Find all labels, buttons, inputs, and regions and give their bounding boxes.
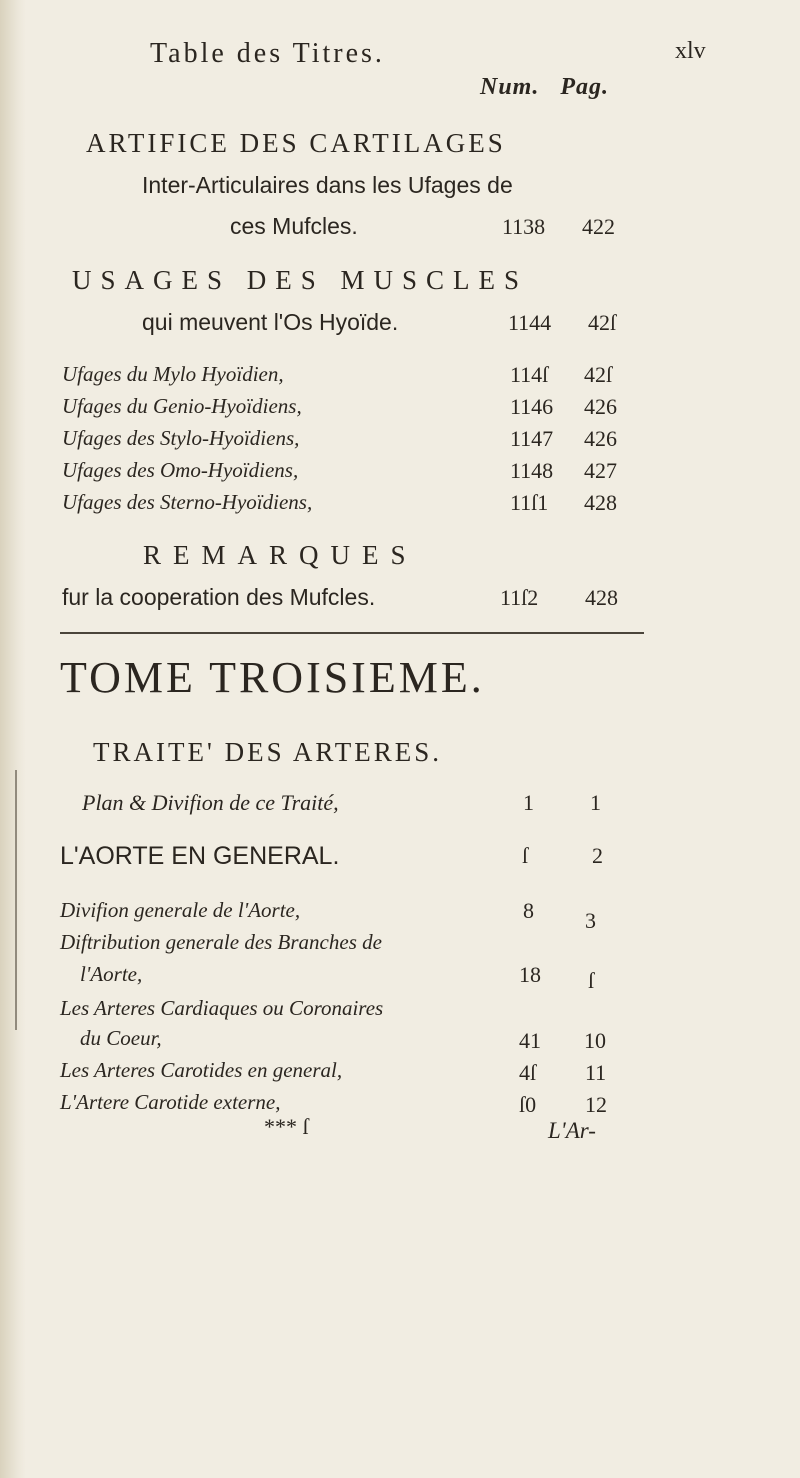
remarques-num: 11ſ2 <box>500 585 539 610</box>
remarques-title: REMARQUES <box>143 540 418 570</box>
usage-entry-num: 1148 <box>510 458 554 483</box>
aorte-entry-num: 41 <box>519 1028 541 1053</box>
aorte-entry-pag: 12 <box>585 1092 607 1117</box>
margin-line <box>15 770 17 1030</box>
usage-entry-text: Ufages du Genio-Hyoïdiens, <box>62 394 302 418</box>
aorte-entry-line1: Diftribution generale des Branches de <box>60 930 382 954</box>
page-number: xlv <box>675 38 706 64</box>
remarques-pag: 428 <box>585 585 618 610</box>
usage-entry-pag: 42ſ <box>584 362 613 387</box>
aorte-entry-pag: 11 <box>585 1060 607 1085</box>
column-header <box>480 74 609 101</box>
aorte-entry-line1: L'Artere Carotide externe, <box>60 1090 281 1114</box>
signature-mark: *** ſ <box>264 1114 309 1139</box>
usage-entry-text: Ufages du Mylo Hyoïdien, <box>62 362 284 386</box>
aorte-entry-line1: Les Arteres Cardiaques ou Coronaires <box>60 996 384 1020</box>
aorte-entry-pag: 3 <box>585 908 596 933</box>
pag-label: Pag. <box>560 74 610 100</box>
usage-entry-text: Ufages des Stylo-Hyoïdiens, <box>62 426 300 450</box>
artifice-line1: Inter-Articulaires dans les Ufages de <box>142 172 513 198</box>
aorte-heading: L'AORTE EN GENERAL. <box>60 842 340 870</box>
aorte-entry-line1: Les Arteres Carotides en general, <box>60 1058 343 1082</box>
usage-entry-pag: 426 <box>584 394 617 419</box>
usages-title: USAGES DES MUSCLES <box>72 265 529 295</box>
usages-num: 1144 <box>508 310 552 335</box>
artifice-num: 1138 <box>502 214 546 239</box>
aorte-pag: 2 <box>592 843 603 868</box>
plan-text: Plan & Divifion de ce Traité, <box>82 790 339 815</box>
usage-entry-pag: 426 <box>584 426 617 451</box>
usage-entry-num: 114ſ <box>510 362 549 387</box>
plan-pag: 1 <box>590 790 601 815</box>
running-title: Table des Titres. <box>150 38 385 69</box>
aorte-entry-num: 18 <box>519 962 541 987</box>
remarques-line1: fur la cooperation des Mufcles. <box>62 584 376 610</box>
aorte-entry-line2: du Coeur, <box>80 1026 162 1050</box>
aorte-entry-num: ſ0 <box>519 1092 537 1117</box>
aorte-entry-num: 4ſ <box>519 1060 537 1085</box>
aorte-entry-pag: 10 <box>584 1028 606 1053</box>
usage-entry-text: Ufages des Omo-Hyoïdiens, <box>62 458 299 482</box>
aorte-entry-line2: l'Aorte, <box>80 962 143 986</box>
section-rule <box>60 632 644 634</box>
artifice-line2: ces Mufcles. <box>230 213 358 239</box>
catchword: L'Ar- <box>548 1118 596 1143</box>
usage-entry-num: 11ſ1 <box>510 490 549 515</box>
aorte-num: ſ <box>522 843 529 868</box>
num-label: Num. <box>480 74 540 100</box>
traite-title: TRAITE' DES ARTERES. <box>93 737 442 767</box>
usages-line1: qui meuvent l'Os Hyoïde. <box>142 309 399 335</box>
usages-pag: 42ſ <box>588 310 617 335</box>
usage-entry-text: Ufages des Sterno-Hyoïdiens, <box>62 490 313 514</box>
usage-entry-num: 1146 <box>510 394 554 419</box>
usage-entry-pag: 428 <box>584 490 617 515</box>
tome-title: TOME TROISIEME. <box>60 653 485 702</box>
artifice-title: ARTIFICE DES CARTILAGES <box>86 128 506 158</box>
aorte-entry-line1: Divifion generale de l'Aorte, <box>60 898 301 922</box>
usage-entry-num: 1147 <box>510 426 554 451</box>
aorte-entry-pag: ſ <box>588 968 595 993</box>
artifice-pag: 422 <box>582 214 615 239</box>
usage-entry-pag: 427 <box>584 458 617 483</box>
plan-num: 1 <box>523 790 534 815</box>
aorte-entry-num: 8 <box>523 898 534 923</box>
